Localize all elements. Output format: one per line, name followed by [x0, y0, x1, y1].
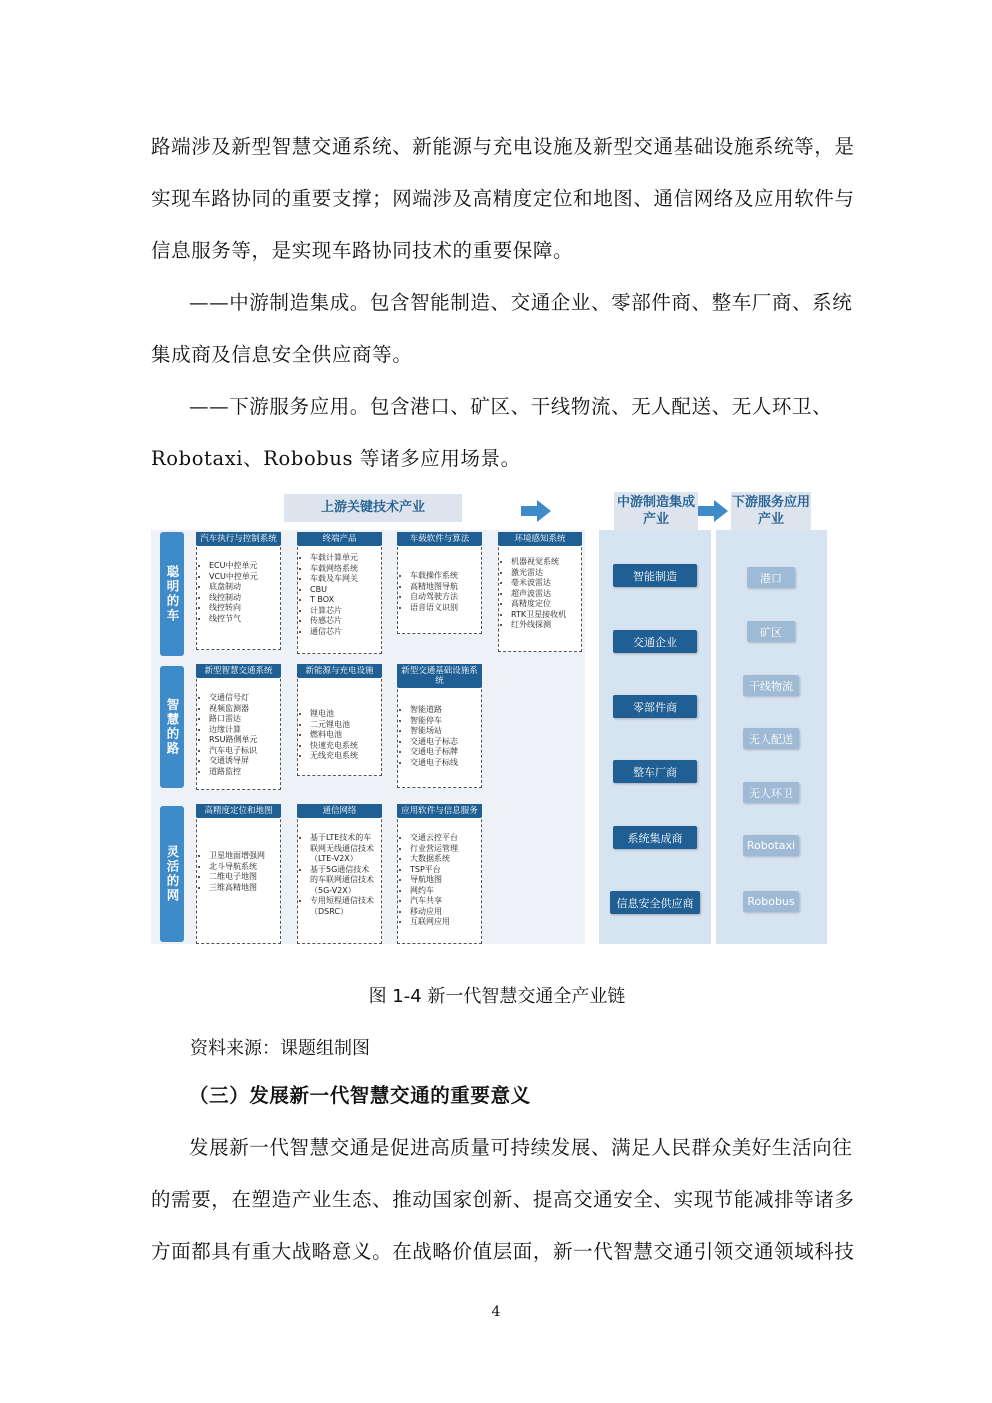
tech-box-title: 新型交通基础设施系统 — [397, 664, 482, 688]
tech-item: • 交通诱导屏 — [209, 756, 258, 767]
paragraph-line: 路端涉及新型智慧交通系统、新能源与充电设施及新型交通基础设施系统等，是 — [151, 135, 855, 158]
tech-item: • 通信芯片 — [310, 627, 358, 638]
downstream-item: 港口 — [747, 567, 795, 588]
tech-item: • 线控转向 — [209, 603, 258, 614]
industry-chain-figure — [151, 490, 827, 946]
tech-box-title: 高精度定位和地图 — [196, 804, 281, 818]
downstream-column — [716, 530, 827, 944]
tech-item: • 线控节气 — [209, 614, 258, 625]
arrow-head-icon — [714, 500, 728, 522]
tech-box — [297, 804, 382, 944]
tech-item: • T BOX — [310, 595, 358, 606]
tech-box — [297, 664, 382, 776]
tech-item: • 车载计算单元 — [310, 553, 358, 564]
tech-item: • 三维高精地图 — [209, 883, 265, 894]
tech-item: • 毫米波雷达 — [511, 578, 566, 589]
tech-item: • 卫星地面增强网 — [209, 851, 265, 862]
tech-item: • 行业营运管理 — [410, 844, 458, 855]
downstream-item: 矿区 — [747, 621, 795, 642]
tech-box-title: 新型智慧交通系统 — [196, 664, 281, 678]
tech-item: • 基于5G通信技术的车联网通信技术（5G-V2X） — [310, 865, 374, 897]
tech-item: • 移动应用 — [410, 907, 458, 918]
row-label-road: 智慧的路 — [160, 666, 184, 788]
tech-item: • 导航地图 — [410, 875, 458, 886]
midstream-title: 中游制造集成产业 — [614, 492, 698, 532]
downstream-item: Robobus — [743, 891, 799, 912]
midstream-item: 系统集成商 — [613, 826, 697, 849]
tech-item: • 车载操作系统 — [410, 571, 458, 582]
tech-box — [498, 532, 582, 652]
page-number: 4 — [491, 1304, 501, 1320]
tech-box-title: 通信网络 — [297, 804, 382, 818]
tech-box-title: 新能源与充电设施 — [297, 664, 382, 678]
paragraph-line: ——下游服务应用。包含港口、矿区、干线物流、无人配送、无人环卫、 — [189, 395, 833, 418]
tech-box — [397, 804, 482, 944]
midstream-item: 零部件商 — [613, 695, 697, 718]
midstream-item: 信息安全供应商 — [610, 891, 700, 914]
tech-item: • 交通电子标牌 — [410, 747, 458, 758]
tech-box — [196, 664, 281, 790]
tech-box-title: 终端产品 — [297, 532, 382, 546]
tech-item: • 边缘计算 — [209, 725, 258, 736]
tech-item: • 路口雷达 — [209, 714, 258, 725]
tech-box-title: 应用软件与信息服务 — [397, 804, 482, 818]
tech-item: • CBU — [310, 585, 358, 596]
row-label-network: 灵活的网 — [160, 806, 184, 942]
tech-item: • 无线充电系统 — [310, 751, 358, 762]
tech-item: • 二维电子地图 — [209, 872, 265, 883]
paragraph-line: 集成商及信息安全供应商等。 — [151, 343, 413, 366]
tech-item: • 道路监控 — [209, 767, 258, 778]
paragraph-line: 的需要，在塑造产业生态、推动国家创新、提高交通安全、实现节能减排等诸多 — [151, 1188, 855, 1211]
tech-box — [196, 804, 281, 944]
tech-item: • 线控制动 — [209, 593, 258, 604]
tech-item: • 激光雷达 — [511, 568, 566, 579]
arrow-head-icon — [537, 500, 551, 522]
tech-item: • 计算芯片 — [310, 606, 358, 617]
row-label-car: 聪明的车 — [160, 532, 184, 656]
tech-item: • 专用短程通信技术（DSRC） — [310, 896, 374, 917]
tech-item: • RTK卫星接收机 — [511, 610, 566, 621]
tech-item: • 视频监测器 — [209, 704, 258, 715]
midstream-item: 整车厂商 — [613, 760, 697, 783]
midstream-item: 智能制造 — [613, 564, 697, 587]
tech-item: • 汽车电子标识 — [209, 746, 258, 757]
downstream-title: 下游服务应用产业 — [731, 492, 811, 532]
tech-item: • 红外线探测 — [511, 620, 566, 631]
tech-item: • 大数据系统 — [410, 854, 458, 865]
tech-item: • 二元锂电池 — [310, 720, 358, 731]
tech-box-title: 车载软件与算法 — [397, 532, 482, 546]
tech-item: • VCU中控单元 — [209, 572, 258, 583]
tech-item: • 超声波雷达 — [511, 589, 566, 600]
tech-item: • 车载及车网关 — [310, 574, 358, 585]
tech-item: • 互联网应用 — [410, 917, 458, 928]
midstream-item: 交通企业 — [613, 630, 697, 653]
tech-item: • TSP平台 — [410, 865, 458, 876]
tech-box — [196, 532, 281, 650]
tech-item: • 车载网络系统 — [310, 564, 358, 575]
tech-item: • ECU中控单元 — [209, 561, 258, 572]
tech-item: • 交通云控平台 — [410, 833, 458, 844]
tech-item: • 传感芯片 — [310, 616, 358, 627]
tech-item: • 燃料电池 — [310, 730, 358, 741]
tech-item: • 智能停车 — [410, 716, 458, 727]
tech-item: • 机器视觉系统 — [511, 557, 566, 568]
tech-item: • 交通信号灯 — [209, 693, 258, 704]
tech-box-title: 汽车执行与控制系统 — [196, 532, 281, 546]
tech-item: • 底盘制动 — [209, 582, 258, 593]
tech-item: • 交通电子标线 — [410, 758, 458, 769]
figure-source: 资料来源：课题组制图 — [190, 1038, 370, 1059]
tech-item: • 快速充电系统 — [310, 741, 358, 752]
downstream-item: 干线物流 — [743, 675, 799, 696]
paragraph-line: 方面都具有重大战略意义。在战略价值层面，新一代智慧交通引领交通领域科技 — [151, 1240, 855, 1263]
paragraph-line: 信息服务等，是实现车路协同技术的重要保障。 — [151, 239, 574, 262]
downstream-item: 无人配送 — [743, 728, 799, 749]
figure-caption: 图 1-4 新一代智慧交通全产业链 — [368, 986, 626, 1007]
tech-item: • 自动驾驶方法 — [410, 592, 458, 603]
paragraph-line: ——中游制造集成。包含智能制造、交通企业、零部件商、整车厂商、系统 — [189, 291, 853, 314]
tech-item: • 网约车 — [410, 886, 458, 897]
tech-box — [297, 532, 382, 654]
tech-item: • 智能场站 — [410, 726, 458, 737]
tech-item: • 汽车共享 — [410, 896, 458, 907]
tech-box-title: 环境感知系统 — [498, 532, 582, 546]
paragraph-line: 发展新一代智慧交通是促进高质量可持续发展、满足人民群众美好生活向往 — [189, 1136, 853, 1159]
downstream-item: 无人环卫 — [743, 782, 799, 803]
paragraph-line: 实现车路协同的重要支撑；网端涉及高精度定位和地图、通信网络及应用软件与 — [151, 187, 855, 210]
tech-item: • 基于LTE技术的车联网无线通信技术（LTE-V2X） — [310, 833, 374, 865]
tech-item: • 语音语义识别 — [410, 603, 458, 614]
tech-item: • 北斗导航系统 — [209, 862, 265, 873]
arrow-icon — [698, 506, 714, 516]
midstream-column — [599, 530, 711, 944]
tech-item: • RSU路侧单元 — [209, 735, 258, 746]
upstream-title: 上游关键技术产业 — [284, 494, 462, 522]
tech-item: • 交通电子标志 — [410, 737, 458, 748]
paragraph-line: Robotaxi、Robobus 等诸多应用场景。 — [151, 447, 521, 470]
tech-box — [397, 664, 482, 788]
tech-item: • 高精地图导航 — [410, 582, 458, 593]
arrow-icon — [521, 506, 537, 516]
section-heading: （三）发展新一代智慧交通的重要意义 — [189, 1084, 531, 1107]
tech-box — [397, 532, 482, 634]
tech-item: • 智能道路 — [410, 705, 458, 716]
tech-item: • 锂电池 — [310, 709, 358, 720]
downstream-item: Robotaxi — [743, 835, 799, 856]
tech-item: • 高精度定位 — [511, 599, 566, 610]
